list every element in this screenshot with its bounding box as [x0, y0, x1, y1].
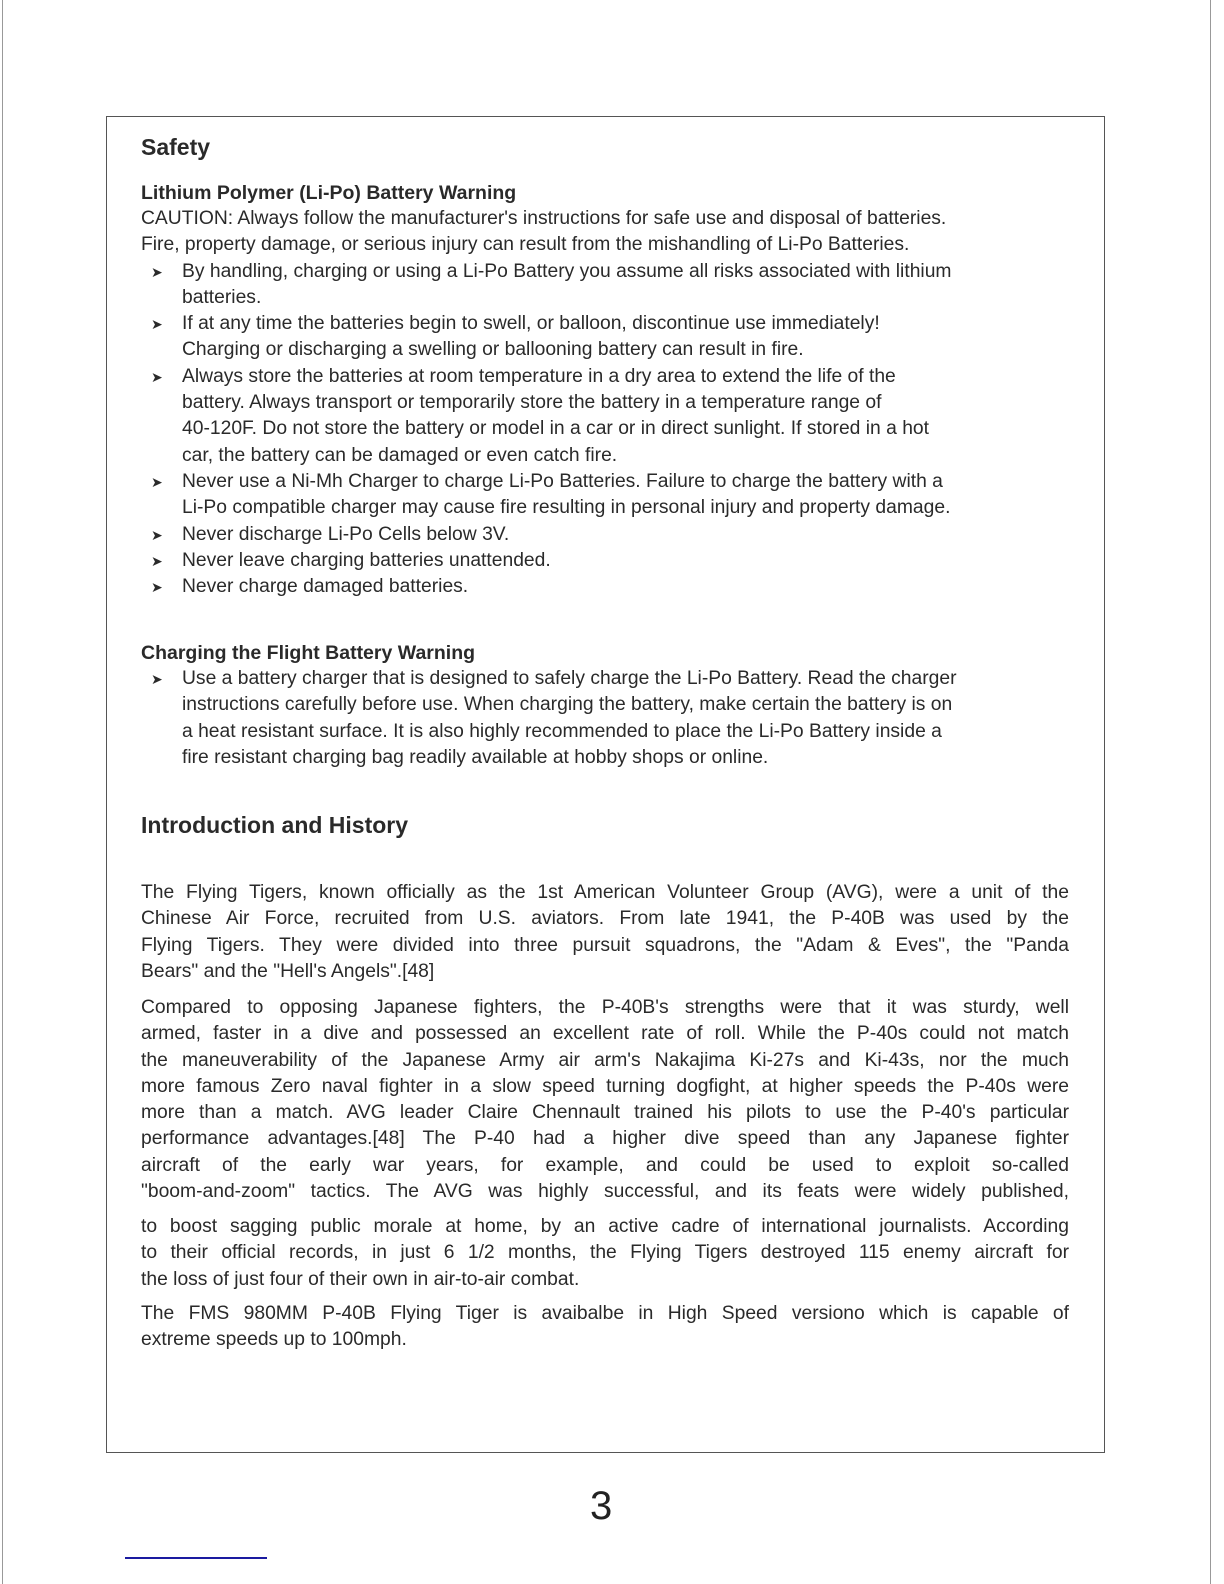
text-line: Never leave charging batteries unattended. [182, 549, 551, 571]
text-line: Never discharge Li-Po Cells below 3V. [182, 523, 510, 545]
page-edge-right [1210, 0, 1211, 1584]
text-line: a heat resistant surface. It is also highly recommended to place the Li-Po Battery inside a [182, 720, 942, 742]
text-line: Charging or discharging a swelling or ballooning battery can result in fire. [182, 339, 804, 361]
text-line: the loss of just four of their own in air-to-air combat. [141, 1268, 580, 1290]
page-number: 3 [590, 1484, 613, 1528]
text-line: batteries. [182, 286, 262, 308]
text-line: By handling, charging or using a Li-Po Battery you assume all risks associated with lithium [182, 260, 952, 282]
text-line: The Flying Tigers, known officially as the 1st American Volunteer Group (AVG), were a unit of the [141, 882, 1069, 903]
lipo-warning-heading: Lithium Polymer (Li-Po) Battery Warning [141, 182, 517, 204]
safety-title-block [141, 134, 1069, 161]
text-line: If at any time the batteries begin to swell, or balloon, discontinue use immediately! [182, 313, 880, 335]
text-line: Li-Po compatible charger may cause fire resulting in personal injury and property damage. [182, 497, 951, 519]
arrow-bullet-icon: ➤ [151, 671, 163, 687]
text-line: performance advantages.[48] The P-40 had a higher dive speed than any Japanese fighter [141, 1128, 1069, 1150]
bullet-item [141, 574, 1069, 600]
text-line: Fire, property damage, or serious injury can result from the mishandling of Li-Po Batteries. [141, 234, 910, 256]
text-line: more famous Zero naval fighter in a slow speed turning dogfight, at higher speeds the P-40s were [141, 1075, 1069, 1097]
text-line: battery. Always transport or temporarily store the battery in a temperature range of [182, 392, 882, 414]
intro-section-2 [141, 995, 1069, 1205]
intro-paragraph [141, 1301, 1069, 1354]
charging-warning-section [141, 640, 1069, 771]
text-line: aircraft of the early war years, for example, and could be used to exploit so-called [141, 1154, 1069, 1176]
bullet-item [141, 666, 1069, 771]
text-line: the maneuverability of the Japanese Army air arm's Nakajima Ki-27s and Ki-43s, nor the much [141, 1049, 1069, 1071]
bullet-item [141, 548, 1069, 574]
text-line: more than a match. AVG leader Claire Chennault trained his pilots to use the P-40's particular [141, 1102, 1069, 1124]
text-line: The FMS 980MM P-40B Flying Tiger is avaibalbe in High Speed versiono which is capable of [141, 1303, 1069, 1324]
safety-title: Safety [141, 134, 211, 160]
arrow-bullet-icon: ➤ [151, 579, 163, 596]
text-line: 40-120F. Do not store the battery or model in a car or in direct sunlight. If stored in a hot [182, 418, 930, 440]
arrow-bullet-icon: ➤ [151, 473, 163, 490]
text-line: CAUTION: Always follow the manufacturer's instructions for safe use and disposal of batteries. [141, 208, 947, 229]
text-line: fire resistant charging bag readily available at hobby shops or online. [182, 746, 769, 768]
lipo-warning-section [141, 180, 1069, 600]
bullet-item [141, 522, 1069, 548]
caution-text [141, 206, 1069, 259]
intro-paragraph [141, 880, 1069, 985]
text-line: armed, faster in a dive and possessed an excellent rate of roll. While the P-40s could not match [141, 1023, 1069, 1045]
text-line: Always store the batteries at room temperature in a dry area to extend the life of the [182, 365, 896, 387]
text-line: Compared to opposing Japanese fighters, the P-40B's strengths were that it was sturdy, well [141, 997, 1069, 1018]
text-line: Bears" and the "Hell's Angels".[48] [141, 960, 435, 982]
charging-warning-heading: Charging the Flight Battery Warning [141, 642, 476, 664]
bullet-item [141, 469, 1069, 522]
charging-bullet-list [141, 666, 1069, 771]
bullet-item [141, 311, 1069, 364]
text-line: Never use a Ni-Mh Charger to charge Li-Po Batteries. Failure to charge the battery with a [182, 470, 943, 492]
bullet-item [141, 364, 1069, 469]
text-line: to their official records, in just 6 1/2 months, the Flying Tigers destroyed 115 enemy aircraft for [141, 1242, 1069, 1264]
arrow-bullet-icon: ➤ [151, 316, 163, 333]
text-line: car, the battery can be damaged or even catch fire. [182, 444, 618, 466]
text-line: Flying Tigers. They were divided into three pursuit squadrons, the "Adam & Eves", the "Panda [141, 934, 1069, 956]
intro-section [141, 880, 1069, 985]
text-line: Chinese Air Force, recruited from U.S. aviators. From late 1941, the P-40B was used by the [141, 908, 1069, 930]
text-line: Use a battery charger that is designed to safely charge the Li-Po Battery. Read the charger [182, 668, 957, 689]
intro-section-4 [141, 1301, 1069, 1354]
intro-paragraph [141, 1214, 1069, 1293]
arrow-bullet-icon: ➤ [151, 552, 163, 569]
intro-title-block [141, 812, 1069, 839]
text-line: "boom-and-zoom" tactics. The AVG was highly successful, and its feats were widely published, [141, 1181, 1069, 1203]
intro-paragraph [141, 995, 1069, 1205]
page-edge-left [2, 0, 3, 1584]
intro-section-3 [141, 1214, 1069, 1293]
arrow-bullet-icon: ➤ [151, 368, 163, 385]
text-line: extreme speeds up to 100mph. [141, 1329, 407, 1351]
text-line: to boost sagging public morale at home, by an active cadre of international journalists. According [141, 1216, 1069, 1237]
intro-title: Introduction and History [141, 812, 409, 838]
text-line: instructions carefully before use. When charging the battery, make certain the battery is on [182, 694, 953, 716]
arrow-bullet-icon: ➤ [151, 263, 163, 280]
arrow-bullet-icon: ➤ [151, 526, 163, 543]
text-line: Never charge damaged batteries. [182, 576, 469, 598]
footer-link-underline [125, 1557, 267, 1559]
bullet-item [141, 259, 1069, 312]
lipo-bullet-list [141, 259, 1069, 601]
